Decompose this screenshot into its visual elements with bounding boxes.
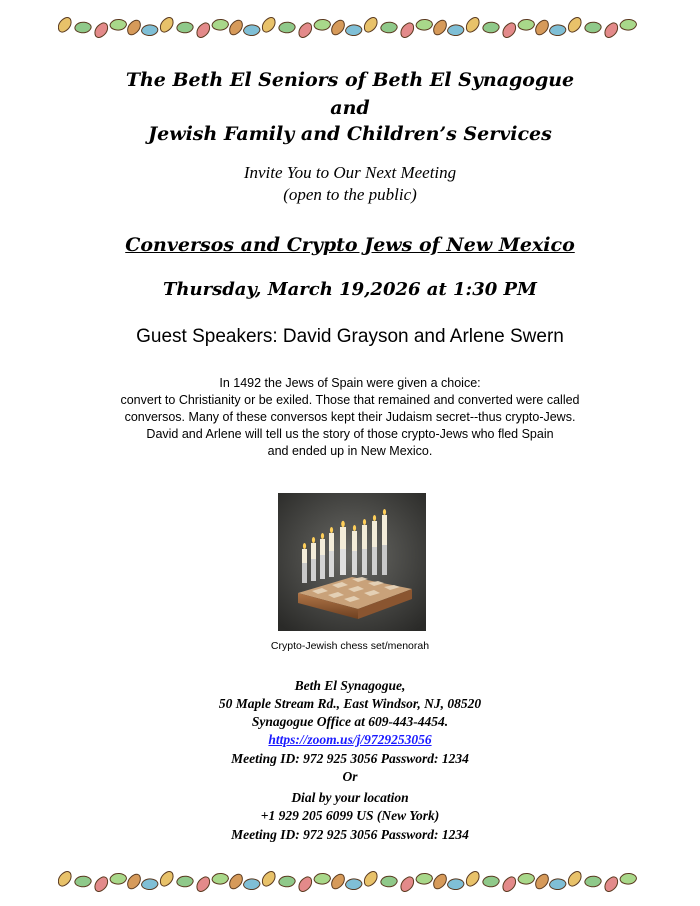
leaf-ornament [193,874,213,893]
leaf-ornament [548,874,568,893]
leaf-ornament [328,872,348,891]
leaf-ornament [108,15,128,34]
decorative-leaf-border-top [58,14,648,40]
leaf-ornament [58,15,75,34]
leaf-ornament [516,869,536,888]
leaf-ornament [157,15,177,34]
leaf-ornament [499,874,519,893]
dial-in-phone: +1 929 205 6099 US (New York) [260,808,440,823]
leaf-ornament [210,15,230,34]
invite-line-1: Invite You to Our Next Meeting [243,163,457,182]
leaf-ornament [499,20,519,39]
leaf-ornament [414,869,434,888]
leaf-ornament [379,18,399,37]
zoom-link[interactable]: https://zoom.us/j/9729253056 [268,732,432,747]
dial-by-location: Dial by your location [291,790,409,805]
leaf-ornament [583,872,603,891]
decorative-leaf-border-bottom [58,868,648,894]
meeting-id-1: Meeting ID: 972 925 3056 Password: 1234 [231,751,469,766]
leaf-ornament [397,874,417,893]
leaf-ornament [463,15,483,34]
leaf-ornament [226,18,246,37]
leaf-ornament [108,869,128,888]
leaf-ornament [295,874,315,893]
leaf-ornament [532,18,552,37]
leaf-ornament [210,869,230,888]
leaf-ornament [516,15,536,34]
leaf-ornament [259,869,279,888]
description-line-4: David and Arlene will tell us the story of those crypto-Jews who fled Spain [146,427,554,441]
description-line-2: convert to Christianity or be exiled. Those that remained and converted were called [120,393,580,407]
leaf-ornament [91,20,111,39]
leaf-ornament [463,869,483,888]
guest-speakers: Guest Speakers: David Grayson and Arlene Swern [136,326,564,347]
leaf-ornament [601,20,621,39]
leaf-ornament [565,15,585,34]
leaf-ornament [446,874,466,893]
leaf-ornament [397,20,417,39]
header-line-2: and [330,97,370,119]
leaf-ornament [481,872,501,891]
leaf-ornament [344,874,364,893]
leaf-ornament [73,18,93,37]
leaf-ornament [312,869,332,888]
leaf-ornament [73,872,93,891]
leaf-ornament [193,20,213,39]
event-title: Conversos and Crypto Jews of New Mexico [125,234,575,256]
leaf-ornament [618,15,638,34]
synagogue-office-phone: Synagogue Office at 609-443-4454. [251,714,449,729]
leaf-ornament [361,15,381,34]
invite-line-2: (open to the public) [283,185,417,204]
leaf-ornament [277,872,297,891]
description-line-5: and ended up in New Mexico. [267,444,433,458]
leaf-ornament [226,872,246,891]
location-address: 50 Maple Stream Rd., East Windsor, NJ, 08520 [218,696,482,711]
leaf-ornament [242,20,262,39]
photo-caption: Crypto-Jewish chess set/menorah [270,640,430,652]
description-line-3: conversos. Many of these conversos kept their Judaism secret--thus crypto-Jews. [124,410,576,424]
leaf-ornament [175,18,195,37]
leaf-ornament [91,874,111,893]
leaf-ornament [565,869,585,888]
leaf-ornament [361,869,381,888]
leaf-ornament [601,874,621,893]
leaf-ornament [344,20,364,39]
location-name: Beth El Synagogue, [294,678,406,693]
leaf-ornament [481,18,501,37]
event-datetime: Thursday, March 19,2026 at 1:30 PM [163,279,537,300]
header-line-3: Jewish Family and Children’s Services [148,123,552,145]
leaf-ornament [124,18,144,37]
header-line-1: The Beth El Seniors of Beth El Synagogue [125,69,575,91]
leaf-ornament [379,872,399,891]
leaf-ornament [259,15,279,34]
leaf-ornament [140,874,160,893]
leaf-ornament [618,869,638,888]
chess-menorah-photo [278,493,426,631]
leaf-ornament [430,18,450,37]
leaf-ornament [312,15,332,34]
leaf-ornament [124,872,144,891]
or-separator: Or [342,769,358,784]
leaf-ornament [58,869,75,888]
meeting-id-2: Meeting ID: 972 925 3056 Password: 1234 [231,827,469,842]
leaf-ornament [430,872,450,891]
leaf-ornament [446,20,466,39]
leaf-ornament [175,872,195,891]
leaf-ornament [242,874,262,893]
leaf-ornament [328,18,348,37]
leaf-ornament [532,872,552,891]
description-line-1: In 1492 the Jews of Spain were given a choice: [219,376,481,390]
leaf-ornament [295,20,315,39]
leaf-ornament [277,18,297,37]
leaf-ornament [140,20,160,39]
leaf-ornament [414,15,434,34]
leaf-ornament [583,18,603,37]
leaf-ornament [548,20,568,39]
leaf-ornament [157,869,177,888]
